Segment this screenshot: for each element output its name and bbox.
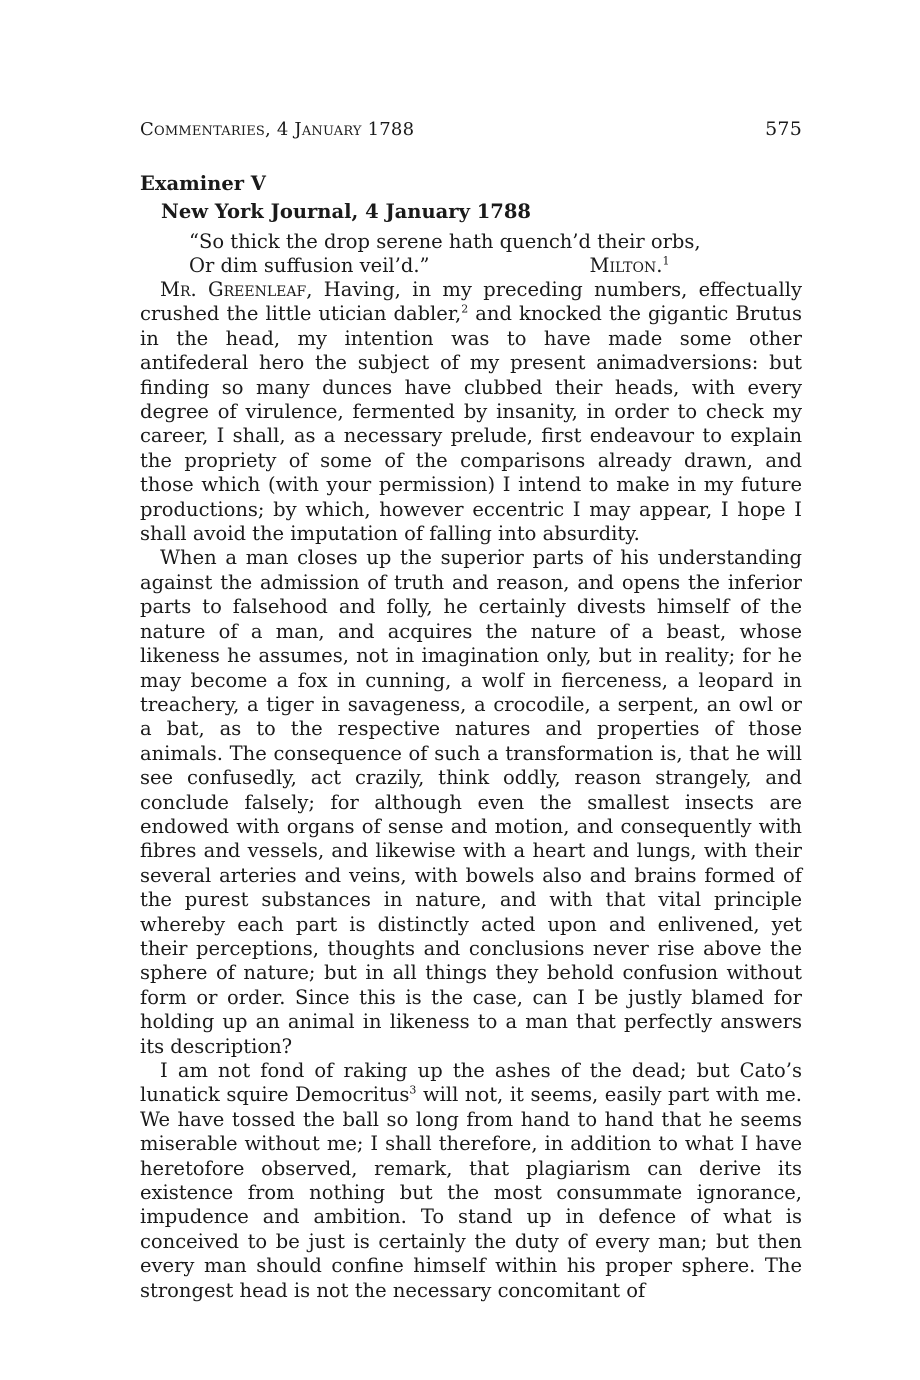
footnote-ref-1: 1 [662,254,670,268]
article-body [140,278,802,1303]
epigraph-line-2: Or dim suffusion veil’d.” [189,254,430,277]
epigraph-line-2-row [189,254,802,278]
running-title-year: 1788 [361,119,415,140]
paragraph-3 [140,1059,802,1303]
running-title-month: January [294,119,362,140]
footnote-ref-3: 3 [409,1083,417,1097]
paragraph-1-text-b: and knocked the gigantic Brutus in the head, my intention was to have made some other antifederal hero the subject of my present animadversions: but finding so many dunces have clubbed their heads, with every degree of virulence, fermented by insanity, in order to check my career, I shall, as a necessary prelude, first endeavour to explain the propriety of some of the comparisons already drawn, and those which (with your permission) I intend to make in my future productions; by which, however eccentric I may appear, I hope I shall avoid the imputation of falling into absurdity. [140,302,802,546]
article-source: New York Journal, 4 January 1788 [161,200,531,223]
running-title [140,119,414,140]
running-head [140,118,802,140]
paragraph-1-text-a: Having, in my preceding numbers, effectually crushed the little utician dabler, [140,278,802,326]
article-title: Examiner V [140,172,266,195]
page-number: 575 [765,118,802,140]
paragraph-2: When a man closes up the superior parts of his understanding against the admission of truth and reason, and opens the inferior parts to falsehood and folly, he certainly divests himself of the nature of a man, and acquires the nature of a beast, whose likeness he assumes, not in imagination only, but in reality; for he may become a fox in cunning, a wolf in fierceness, a leopard in treachery, a tiger in savageness, a crocodile, a serpent, an owl or a bat, as to the respective natures and properties of those animals. The consequence of such a transformation is, that he will see confusedly, act crazily, think oddly, reason strangely, and conclude falsely; for although even the smallest insects are endowed with organs of sense and motion, and consequently with fibres and vessels, and likewise with a heart and lungs, with their several arteries and veins, with bowels also and brains formed of the purest substances in nature, and with that vital principle whereby each part is distinctly acted upon and enlivened, yet their perceptions, thoughts and conclusions never rise above the sphere of nature; but in all things they behold confusion without form or order. Since this is the case, can I be justly blamed for holding up an animal in likeness to a man that perfectly answers its description? [140,546,802,1058]
document-page [140,118,802,1303]
epigraph [189,230,802,278]
footnote-ref-2: 2 [461,302,469,316]
paragraph-3-text-b: will not, it seems, easily part with me. We have tossed the ball so long from hand to hand that he seems miserable without me; I shall therefore, in addition to what I have heretofore observed, remark, that plagiarism can derive its existence from nothing but the most consummate ignorance, impudence and ambition. To stand up in defence of what is conceived to be just is certainly the duty of every man; but then every man should confine himself within his proper sphere. The strongest head is not the necessary concomitant of [140,1083,802,1302]
running-title-prefix: Commentaries, 4 [140,119,295,140]
epigraph-author: Milton. [589,254,663,277]
epigraph-line-1: “So thick the drop serene hath quench’d their orbs, [189,230,701,253]
salutation: Mr. Greenleaf, [160,278,313,301]
paragraph-1 [140,278,802,546]
epigraph-author-block [590,254,670,278]
paragraph-3-text-a: I am not fond of raking up the ashes of the dead; but Cato’s lunatick squire Democritus [140,1059,802,1107]
